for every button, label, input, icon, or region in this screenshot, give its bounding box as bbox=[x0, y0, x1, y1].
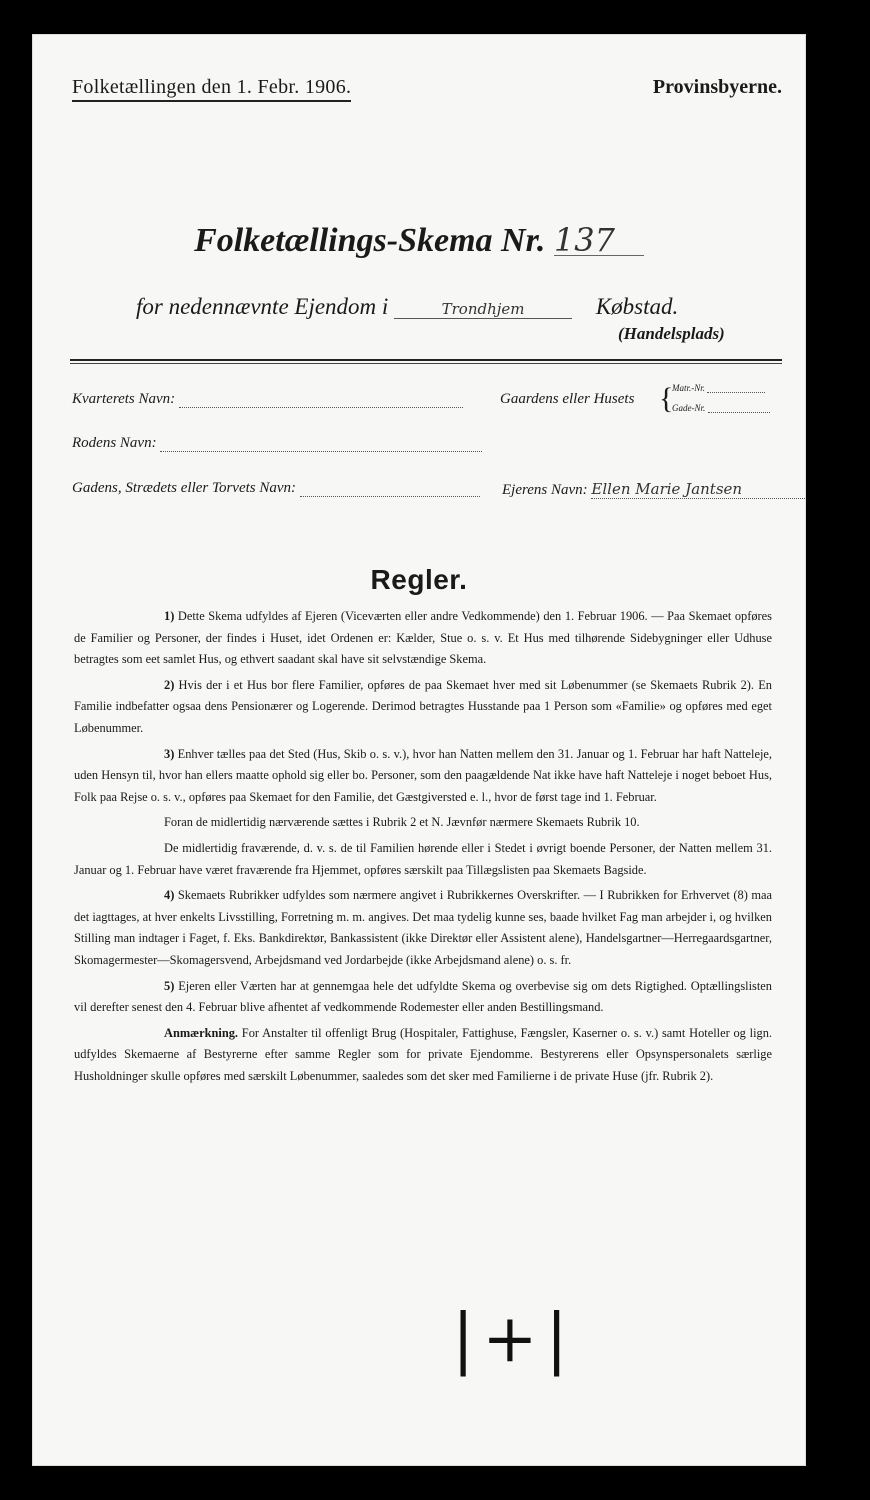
rode-blank bbox=[160, 437, 482, 452]
subtitle-prefix: for nedennævnte Ejendom i bbox=[136, 294, 389, 319]
tally-mark-handwritten: |+| bbox=[452, 1300, 576, 1377]
form-title-text: Folketællings-Skema Nr. bbox=[194, 222, 546, 259]
rode-field bbox=[72, 435, 482, 452]
kvarter-label: Kvarterets Navn: bbox=[72, 391, 176, 407]
ejer-field bbox=[502, 480, 805, 499]
rule-5: 5) Ejeren eller Værten har at gennemgaa hele det udfyldte Skema og overbevise sig om dets Rigtighed. Optællingslisten vil derefter senest den 4. Februar blive afhentet af vedkommende Rodemester eller anden Bestillingsmand. bbox=[74, 978, 772, 1015]
rule-3c: De midlertidig fraværende, d. v. s. de til Familien hørende eller i Stedet i øvrigt boende Personer, der Natten mellem 31. Januar og 1. Februar have været fraværende fra Hjemmet, opføres særskilt paa Tillægslisten paa Skemaets Bagside. bbox=[74, 840, 772, 877]
census-form-page bbox=[32, 34, 806, 1466]
ejer-label: Ejerens Navn: bbox=[502, 482, 588, 498]
form-title bbox=[32, 222, 806, 260]
census-header: Folketællingen den 1. Febr. 1906. bbox=[72, 76, 351, 102]
ejer-value-handwritten: Ellen Marie Jantsen bbox=[591, 480, 805, 499]
kvarter-field bbox=[72, 391, 463, 408]
matr-label: Matr.-Nr. bbox=[672, 383, 706, 393]
gade-label: Gadens, Strædets eller Torvets Navn: bbox=[72, 480, 297, 496]
rule-4: 4) Skemaets Rubrikker udfyldes som nærmere angivet i Rubrikkernes Overskrifter. — I Rubrikken for Erhvervet (8) maa det iagttages, at hver enkelts Livsstilling, Forretning m. m. angives. Det maa tydelig kunne ses, baade hvilket Fag man arbejder i, og hvilken Stilling man indtager i Faget, f. Eks. Bankdirektør, Bankassistent (ikke Direktør eller Assistent alene), Handelsgartner—Herregaardsgartner, Skomagermester—Skomagersvend, Arbejdsmand ved Jordarbejde (ikke Arbejdsmand alene) o. s. fr. bbox=[74, 888, 772, 967]
form-subtitle bbox=[136, 294, 678, 320]
place-handwritten: Trondhjem bbox=[394, 300, 572, 319]
annotation: Anmærkning. For Anstalter til offenligt Brug (Hospitaler, Fattighuse, Fængsler, Kaserner o. s. v.) samt Hoteller og lign. udfyldes Skemaerne af Bestyrerne efter samme Regler som for private Ejendomme. Bestyrerens eller Opsynspersonalets særlige Husholdninger skulle opføres med særskilt Løbenummer, saaledes som det sker med Familierne i de private Huse (jfr. Rubrik 2). bbox=[74, 1025, 772, 1083]
rules-body bbox=[74, 606, 772, 1091]
gade-nr-label: Gade-Nr. bbox=[672, 403, 706, 413]
gade-nr-blank bbox=[708, 403, 770, 413]
rode-label: Rodens Navn: bbox=[72, 435, 157, 451]
gade-nr-field bbox=[672, 403, 770, 413]
rule-3b: Foran de midlertidig nærværende sættes i Rubrik 2 et N. Jævnfør nærmere Skemaets Rubrik 10. bbox=[164, 815, 640, 830]
rule-3: 3) Enhver tælles paa det Sted (Hus, Skib o. s. v.), hvor han Natten mellem den 31. Januar og 1. Februar har haft Natteleje, uden Hensyn til, hvor han ellers maatte ophold sig eller bo. Personer, som den paagældende Nat ikke have haft Natteleje i noget beboet Hus, Folk paa Rejse o. s. v., opføres paa Skemaet for den Familie, det Gæstgiversted e. l., hvor de først tage ind 1. Februar. bbox=[74, 746, 772, 804]
matr-blank bbox=[707, 383, 765, 393]
form-number-handwritten: 137 bbox=[554, 225, 644, 256]
subtitle-alt: (Handelsplads) bbox=[618, 324, 725, 343]
region-header: Provinsbyerne. bbox=[652, 76, 782, 98]
rule-2: 2) Hvis der i et Hus bor flere Familier, opføres de paa Skemaet hver med sit Løbenummer (se Skemaets Rubrik 2). En Familie indbefatter ogsaa dens Pensionærer og Logerende. Derimod betragtes Husstande paa 1 Person som «Familie» og opføres med eget Løbenummer. bbox=[74, 677, 772, 735]
brace-icon: { bbox=[659, 382, 674, 415]
matr-field bbox=[672, 383, 765, 393]
kvarter-blank bbox=[179, 393, 463, 408]
rule-1: 1) Dette Skema udfyldes af Ejeren (Viceværten eller andre Vedkommende) den 1. Februar 1906. — Paa Skemaet opføres de Familier og Personer, der findes i Huset, idet Ordenen er: Kælder, Stue o. s. v. Et Hus med tilhørende Sidebygninger eller Udhuse betragtes som eet samlet Hus, og ethvert saadant skal have sit selvstændige Skema. bbox=[74, 609, 772, 667]
divider-thick bbox=[70, 359, 782, 361]
divider-thin bbox=[70, 363, 782, 364]
subtitle-suffix: Købstad. bbox=[595, 294, 679, 319]
gade-field bbox=[72, 480, 480, 497]
gade-blank bbox=[300, 482, 480, 497]
gaard-label: Gaardens eller Husets bbox=[500, 391, 635, 407]
rules-heading: Regler. bbox=[370, 564, 468, 595]
gaard-field bbox=[500, 391, 634, 408]
